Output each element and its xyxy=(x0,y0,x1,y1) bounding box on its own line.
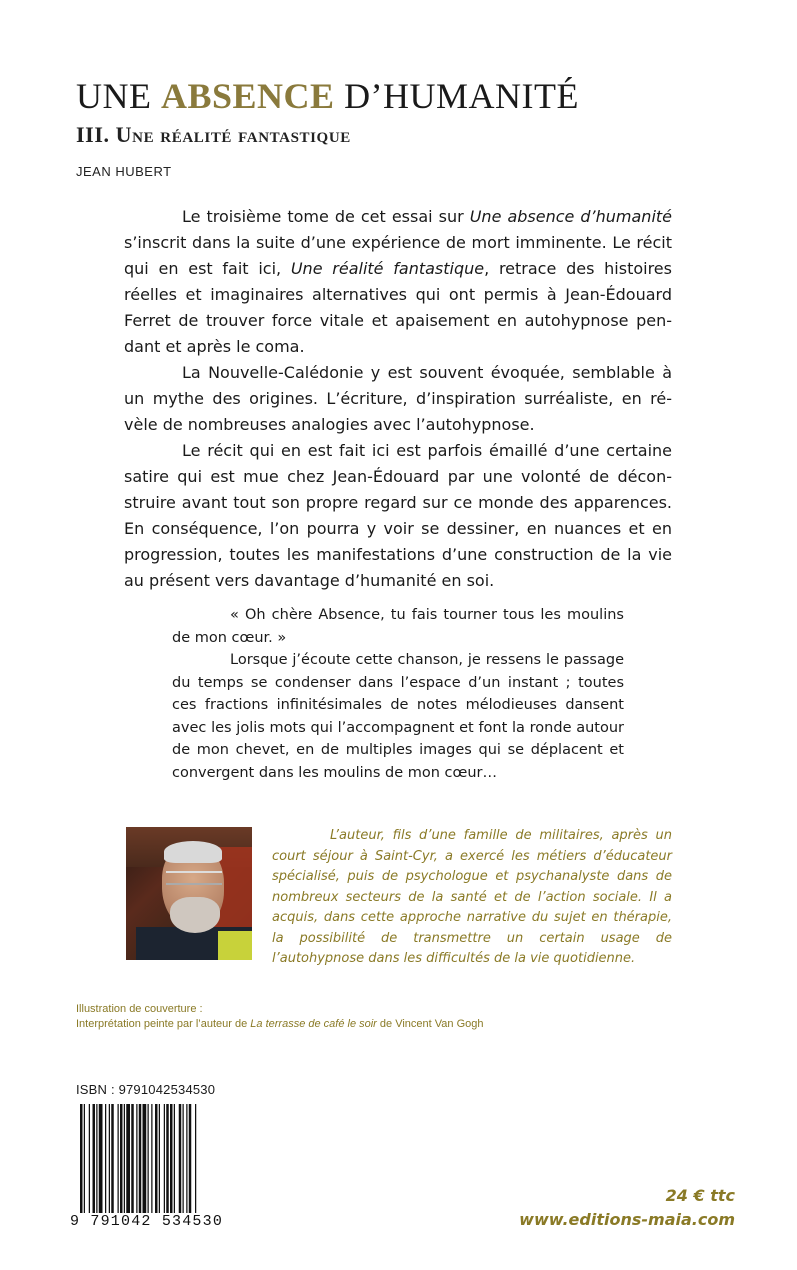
title-part2: D’HUMANITÉ xyxy=(334,76,580,116)
barcode-bar xyxy=(159,1104,160,1216)
barcode-bars xyxy=(74,1104,230,1230)
barcode-bar xyxy=(143,1104,147,1216)
barcode-bar xyxy=(126,1104,130,1216)
barcode-bar xyxy=(183,1104,184,1216)
price: 24 € ttc xyxy=(665,1186,735,1205)
barcode-bar xyxy=(84,1104,85,1216)
barcode-bar xyxy=(93,1104,96,1216)
publisher-website: www.editions-maia.com xyxy=(519,1210,735,1229)
barcode-bar xyxy=(120,1104,123,1216)
author-bio: L’auteur, fils d’une famille de militaires, après un court séjour à Saint-Cyr, a exercé les métiers d’éducateur spécialisé, puis de psychologue et psychanalyste dans de nombreux secteurs de la santé et de l’action sociale. Il a acquis, dans cette approche narrative du sujet en thérapie, la possibilité de transmettre un certain usage de l’autohypnose dans les difficultés de la vie quotidienne. xyxy=(272,828,672,966)
barcode-bar xyxy=(189,1104,192,1216)
barcode-bar xyxy=(118,1104,119,1216)
barcode-bar xyxy=(109,1104,110,1216)
barcode-bar xyxy=(89,1104,90,1216)
barcode-bar xyxy=(99,1104,103,1216)
barcode-bar xyxy=(155,1104,158,1216)
blurb-paragraph-2: La Nouvelle-Calédonie y est souvent évoquée, semblable à un mythe des origines. L’écriture, d’inspiration surréaliste, en révèle de nombreuses analogies avec l’autohypnose. xyxy=(124,363,672,434)
blurb xyxy=(124,204,672,594)
book-subtitle: III. Une réalité fantastique xyxy=(76,122,351,147)
quote-paragraph-1: « Oh chère Absence, tu fais tourner tous les moulins de mon cœur. » xyxy=(172,607,624,646)
barcode-bar xyxy=(151,1104,152,1216)
barcode-bar xyxy=(111,1104,114,1216)
barcode-bar xyxy=(136,1104,137,1216)
author-photo xyxy=(126,827,252,960)
cover-credit-line-2: Interprétation peinte par l’auteur de La terrasse de café le soir de Vincent Van Gogh xyxy=(76,1018,484,1030)
barcode-bar xyxy=(186,1104,187,1216)
book-title xyxy=(76,74,776,118)
quote-paragraph-2: Lorsque j’écoute cette chanson, je ressens le passage du temps se condenser dans l’espace d’un instant ; toutes ces fractions infinitésimales de notes mélodieuses dansent avec les jolis mots qui l’accompagnent et font la ronde autour de mon chevet, en de multiples images qui se déplacent et convergent dans les moulins de mon cœur… xyxy=(172,652,624,781)
barcode-bar xyxy=(179,1104,182,1216)
barcode-digits: 9 791042 534530 xyxy=(70,1213,224,1230)
barcode-bar xyxy=(96,1104,97,1216)
blurb-paragraph-1: Le troisième tome de cet essai sur Une absence d’humanité s’inscrit dans la suite d’une expérience de mort imminente. Le récit qui en est fait ici, Une réalité fantastique, retrace des histoires réelles et imaginaires alternatives qui ont permis à Jean-Édouard Ferret de trouver force vitale et apaisement en autohypnose pendant et après le coma. xyxy=(124,207,673,356)
barcode-bar xyxy=(139,1104,142,1216)
excerpt-quote xyxy=(172,604,624,784)
barcode-bar xyxy=(80,1104,83,1216)
cover-credit xyxy=(76,1002,636,1032)
barcode xyxy=(74,1104,230,1230)
barcode-bar xyxy=(124,1104,125,1216)
barcode-bar xyxy=(195,1104,196,1216)
blurb-paragraph-3: Le récit qui en est fait ici est parfois émaillé d’une certaine satire qui est mue chez Jean-Édouard par une volonté de déconstruire avant tout son propre regard sur ce monde des apparences. En conséquence, l’on pourra y voir se dessiner, en nuances et en progression, toutes les manifestations d’une construction de la vie au présent vers davantage d’humanité en soi. xyxy=(124,441,672,590)
barcode-bar xyxy=(105,1104,106,1216)
isbn: ISBN : 9791042534530 xyxy=(76,1082,216,1097)
title-accent: ABSENCE xyxy=(161,76,335,116)
title-part1: UNE xyxy=(76,76,161,116)
barcode-bar xyxy=(174,1104,175,1216)
barcode-bar xyxy=(170,1104,173,1216)
barcode-bar xyxy=(164,1104,165,1216)
barcode-bar xyxy=(166,1104,169,1216)
barcode-bar xyxy=(148,1104,149,1216)
barcode-bar xyxy=(131,1104,134,1216)
author-name: JEAN HUBERT xyxy=(76,164,172,179)
cover-credit-line-1: Illustration de couverture : xyxy=(76,1003,203,1015)
